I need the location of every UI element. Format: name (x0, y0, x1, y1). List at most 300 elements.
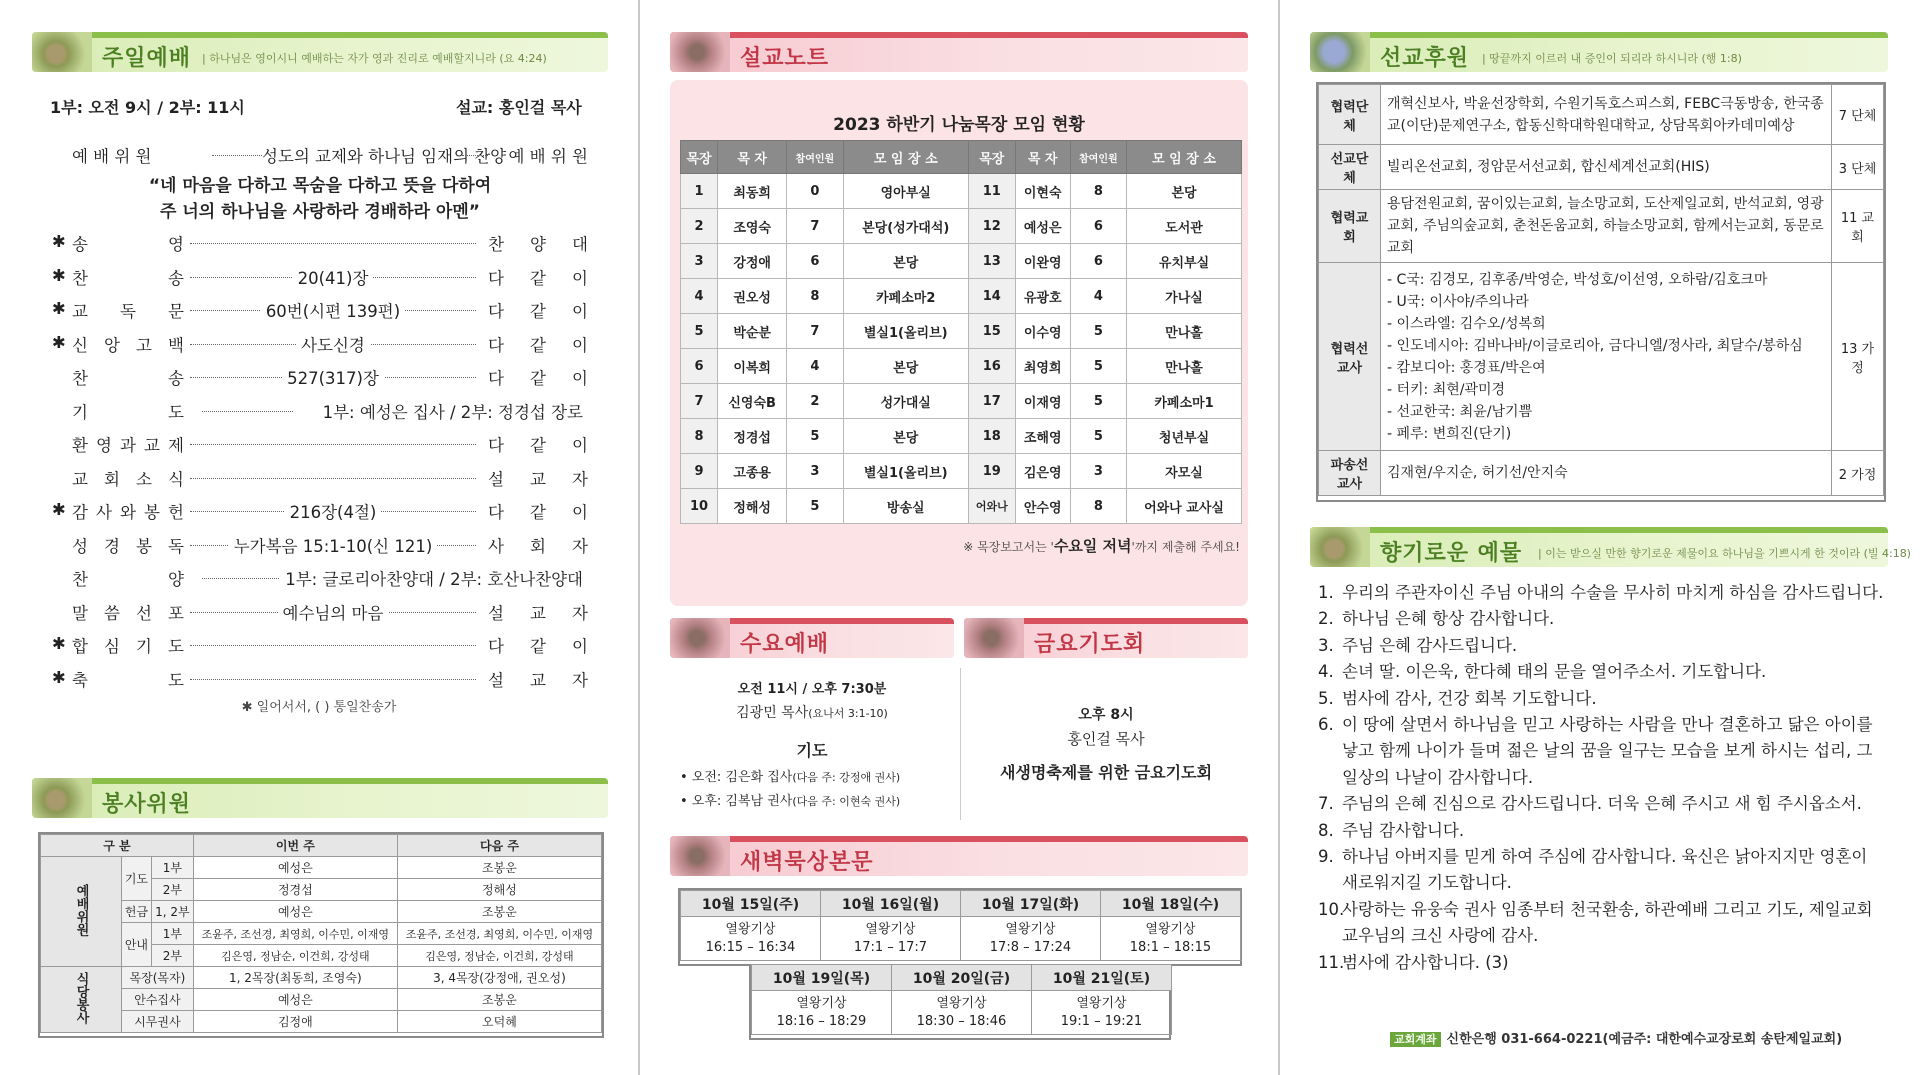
char: 앙 (104, 335, 120, 355)
friday-topic: 새생명축제를 위한 금요기도회 (999, 763, 1213, 782)
prayer-text: 주님의 은혜 진심으로 감사드립니다. 더욱 은혜 주시고 새 힘 주시옵소서. (1342, 794, 1862, 814)
row-label: 목장(목자) (122, 967, 194, 989)
table-cell: 2 (681, 209, 718, 244)
section-title: 선교후원 (1380, 46, 1470, 71)
table-row (681, 384, 1242, 419)
table-cell: 카페소마2 (843, 279, 968, 314)
order-text: 사도신경 (296, 336, 370, 355)
section-title: 금요기도회 (1034, 632, 1146, 657)
char: 영 (168, 235, 184, 254)
dawn-date: 10월 17일(화) (961, 891, 1101, 917)
char: 말 (72, 603, 88, 623)
table-cell: 5 (787, 489, 843, 524)
prayer-text: 범사에 감사, 건강 회복 기도합니다. (1342, 688, 1597, 708)
mission-category: 파송선교사 (1319, 451, 1381, 496)
quote-line: “네 마음을 다하고 목숨을 다하고 뜻을 다하여 (148, 176, 492, 196)
char: 회 (530, 536, 546, 556)
section-title: 봉사위원 (102, 792, 192, 817)
table-cell: 7 (787, 209, 843, 244)
table-cell: 5 (1070, 384, 1126, 419)
char: 같 (530, 302, 546, 321)
offering-header (1310, 527, 1911, 567)
leader-mid: 성도의 교제와 하나님 임재의 찬양 (262, 147, 507, 166)
char: 같 (530, 268, 546, 288)
table-cell: 별실1(올리브) (843, 454, 968, 489)
table-header: 구 분 (41, 835, 194, 857)
char: 같 (530, 503, 546, 522)
prayer-item (1318, 659, 1888, 685)
order-text: 예수님의 마음 (278, 604, 389, 623)
next-week-cell: 조윤주, 조선경, 최영희, 이수민, 이재영 (397, 923, 601, 945)
char: 양 (168, 570, 184, 589)
table-cell: 3 (1070, 454, 1126, 489)
char: 교 (530, 670, 546, 690)
table-cell: 가나실 (1127, 279, 1242, 314)
mission-content: 김재현/우지순, 허기선/안지숙 (1381, 451, 1832, 496)
order-text: 60번(시편 139편) (261, 302, 405, 321)
table-cell: 5 (1070, 349, 1126, 384)
char: 소 (136, 469, 152, 489)
char: 사 (488, 536, 504, 556)
missionary-line: - 페루: 변희진(단기) (1387, 425, 1512, 442)
char: 영 (96, 436, 112, 455)
char: 이 (572, 369, 588, 388)
star-mark: ✱ (52, 500, 66, 519)
table-header: 모 임 장 소 (1127, 141, 1242, 174)
char: 신 (72, 335, 88, 355)
order-label (72, 231, 184, 255)
order-text: 527(317)장 (282, 369, 384, 388)
table-cell: 유광호 (1015, 279, 1070, 314)
section-subtitle: | 하나님은 영이시니 예배하는 자가 영과 진리로 예배할지니라 (요 4:24) (202, 52, 547, 65)
dawn-date: 10월 16일(월) (821, 891, 961, 917)
table-header: 이번 주 (193, 835, 397, 857)
char: 감 (72, 503, 88, 522)
prayer-text: 손녀 딸. 이은욱, 한다혜 태의 문을 열어주소서. 기도합니다. (1342, 662, 1767, 682)
table-cell: 4 (681, 279, 718, 314)
char: 사 (96, 503, 112, 522)
order-leader (488, 499, 588, 523)
table-cell: 안수영 (1015, 489, 1070, 524)
char: 문 (168, 302, 184, 321)
prayer-item (1318, 686, 1888, 712)
char: 심 (104, 637, 120, 656)
order-row (52, 566, 588, 592)
table-cell: 5 (1070, 314, 1126, 349)
char: 찬 (72, 570, 88, 589)
order-leader (488, 332, 588, 356)
order-text: 누가복음 15:1-10(신 121) (229, 537, 438, 556)
table-header: 모 임 장 소 (843, 141, 968, 174)
am-prayer: • 오전: 김은화 집사(다음 주: 강정애 권사) (680, 770, 901, 785)
table-row (681, 174, 1242, 209)
table-cell: 본당 (1127, 174, 1242, 209)
char: 찬 (72, 268, 88, 288)
order-label (72, 265, 184, 289)
dotted-leader (190, 243, 476, 244)
table-cell: 박순분 (718, 314, 787, 349)
prayer-number: 9. (1318, 847, 1334, 867)
section-title: 수요예배 (740, 632, 830, 657)
table-cell: 16 (968, 349, 1015, 384)
char: 같 (530, 637, 546, 656)
char: 송 (168, 369, 184, 388)
prayer-item (1318, 897, 1888, 950)
star-mark: ✱ (52, 299, 66, 318)
dawn-date: 10월 19일(목) (752, 965, 892, 991)
this-week-cell: 김정애 (193, 1011, 397, 1033)
table-cell: 본당 (843, 349, 968, 384)
dawn-date: 10월 21일(토) (1032, 965, 1172, 991)
char: 환 (72, 436, 88, 455)
table-cell: 14 (968, 279, 1015, 314)
table-cell: 이완영 (1015, 244, 1070, 279)
table-cell: 영아부실 (843, 174, 968, 209)
dawn-ref: 17:8 – 17:24 (989, 939, 1072, 955)
table-cell: 6 (1070, 209, 1126, 244)
wednesday-header (670, 618, 954, 658)
section-title: 새벽묵상본문 (740, 850, 874, 875)
prayer-text: 우리의 주관자이신 주님 아내의 수술을 무사히 마치게 하심을 감사드립니다. (1342, 583, 1884, 602)
table-row (681, 419, 1242, 454)
table-cell: 정경섭 (718, 419, 787, 454)
char: 선 (136, 603, 152, 623)
order-label (72, 533, 184, 557)
row-label: 안내 (122, 923, 152, 967)
next-week-cell: 조봉운 (397, 989, 601, 1011)
table-cell: 4 (787, 349, 843, 384)
char: 씀 (104, 603, 120, 623)
table-cell: 본당(성가대석) (843, 209, 968, 244)
table-cell: 18 (968, 419, 1015, 454)
table-cell: 별실1(올리브) (843, 314, 968, 349)
char: 회 (104, 469, 120, 489)
table-cell: 11 (968, 174, 1015, 209)
header-photo (32, 778, 92, 818)
table-header: 목 자 (1015, 141, 1070, 174)
char: 교 (72, 302, 88, 321)
mission-category: 선교단체 (1319, 145, 1381, 190)
char: 송 (72, 235, 88, 254)
dawn-date: 10월 18일(수) (1101, 891, 1241, 917)
section-title: 향기로운 예물 (1380, 541, 1523, 566)
star-mark: ✱ (52, 332, 66, 352)
dawn-book: 열왕기상 (865, 921, 916, 937)
table-row (1319, 451, 1884, 496)
wednesday-time: 오전 11시 / 오후 7:30분 (737, 682, 887, 697)
star-mark: ✱ (52, 265, 66, 285)
dawn-date: 10월 15일(주) (681, 891, 821, 917)
row-sublabel: 1부 (151, 857, 193, 879)
table-cell: 2 (787, 384, 843, 419)
wednesday-preacher: 김광민 목사(요나서 3:1-10) (736, 705, 888, 721)
table-cell: 1 (681, 174, 718, 209)
char: 같 (530, 436, 546, 455)
table-cell: 17 (968, 384, 1015, 419)
table-cell: 5 (681, 314, 718, 349)
this-week-cell: 예성은 (193, 901, 397, 923)
dawn-ref: 18:1 – 18:15 (1129, 939, 1212, 955)
order-content (190, 499, 476, 523)
char: 성 (72, 536, 88, 556)
char: 와 (120, 503, 136, 522)
report-note: ※ 목장보고서는 '수요일 저녁'까지 제출해 주세요! (963, 537, 1240, 555)
table-cell: 정해성 (718, 489, 787, 524)
header-photo (670, 618, 730, 658)
order-label (72, 499, 184, 523)
table-header: 참여인원 (1070, 141, 1126, 174)
char: 합 (72, 637, 88, 656)
table-cell: 어와나 교사실 (1127, 489, 1242, 524)
order-row (52, 365, 588, 391)
order-content (202, 566, 588, 590)
order-label (72, 365, 184, 389)
char: 다 (488, 335, 504, 355)
char: 자 (572, 670, 588, 690)
prayer-item (1318, 712, 1888, 791)
header-photo (670, 836, 730, 876)
char: 같 (530, 369, 546, 388)
table-cell: 8 (787, 279, 843, 314)
char: 송 (168, 268, 184, 288)
order-row (52, 231, 588, 257)
dotted-leader (190, 444, 476, 445)
footnote: ✱ 일어서서, ( ) 통일찬송가 (241, 700, 397, 715)
dawn-table-row1 (680, 890, 1241, 961)
dawn-table-row2 (751, 964, 1172, 1035)
table-cell: 권오성 (718, 279, 787, 314)
table-header: 목 자 (718, 141, 787, 174)
sermon-notes-header (670, 32, 1248, 72)
char: 봉 (144, 503, 160, 522)
order-text: 1부: 글로리아찬양대 / 2부: 호산나찬양대 (280, 570, 588, 589)
order-content (190, 600, 476, 624)
order-row (52, 432, 588, 458)
preacher: 설교: 홍인걸 목사 (456, 98, 582, 117)
char: 축 (72, 670, 88, 690)
char: 고 (136, 335, 152, 355)
char: 경 (104, 536, 120, 556)
order-label (72, 332, 184, 356)
char: 다 (488, 369, 504, 388)
table-cell: 방송실 (843, 489, 968, 524)
table-cell: 청년부실 (1127, 419, 1242, 454)
pm-prayer: • 오후: 김복남 권사(다음 주: 이현숙 권사) (680, 794, 901, 809)
char: 독 (168, 536, 184, 556)
order-leader (488, 231, 588, 255)
header-photo (670, 32, 730, 72)
column-divider (638, 0, 640, 1075)
prayer-text: 주님 은혜 감사드립니다. (1342, 635, 1518, 655)
char: 설 (488, 603, 504, 623)
table-row (1319, 190, 1884, 263)
section-subtitle: | 땅끝까지 이르러 내 증인이 되리라 하시니라 (행 1:8) (1482, 52, 1742, 65)
order-leader (488, 265, 588, 289)
prayer-number: 3. (1318, 635, 1334, 655)
table-row (1319, 145, 1884, 190)
table-cell: 카페소마1 (1127, 384, 1242, 419)
prayer-number: 10. (1318, 899, 1345, 919)
service-table (40, 834, 602, 1033)
table-cell: 자모실 (1127, 454, 1242, 489)
row-label: 시무권사 (122, 1011, 194, 1033)
prayer-text: 하나님 아버지를 믿게 하여 주심에 감사합니다. 육신은 낡아지지만 영혼이 새로워지길 기도합니다. (1342, 847, 1868, 893)
mission-content (1381, 263, 1832, 451)
prayer-text: 사랑하는 유웅숙 권사 임종부터 천국환송, 하관예배 그리고 기도, 제일교회 교우님의 크신 사랑에 감사. (1342, 899, 1873, 946)
table-cell: 10 (681, 489, 718, 524)
table-cell: 최동희 (718, 174, 787, 209)
table-cell: 이복희 (718, 349, 787, 384)
row-label: 기도 (122, 857, 152, 901)
next-week-cell: 정해성 (397, 879, 601, 901)
friday-header (964, 618, 1248, 658)
table-row (681, 244, 1242, 279)
order-label (72, 432, 184, 456)
next-week-cell: 조봉운 (397, 857, 601, 879)
table-cell: 만나홀 (1127, 349, 1242, 384)
table-row (681, 454, 1242, 489)
char: 설 (488, 670, 504, 690)
prayer-item (1318, 580, 1888, 606)
table-cell: 이재영 (1015, 384, 1070, 419)
order-label (72, 399, 184, 423)
row-sublabel: 2부 (151, 945, 193, 967)
row-label: 안수집사 (122, 989, 194, 1011)
order-row (52, 265, 588, 291)
char: 찬 (488, 235, 504, 254)
order-content (190, 265, 476, 289)
table-cell: 신영숙B (718, 384, 787, 419)
table-cell: 7 (681, 384, 718, 419)
table-cell: 본당 (843, 419, 968, 454)
char: 백 (168, 335, 184, 355)
dawn-book: 열왕기상 (725, 921, 776, 937)
char: 자 (572, 536, 588, 556)
prayer-number: 7. (1318, 794, 1334, 814)
order-leader (488, 633, 588, 657)
table-cell: 강정애 (718, 244, 787, 279)
dawn-ref: 16:15 – 16:34 (705, 939, 796, 955)
char: 이 (572, 335, 588, 355)
groups-table (680, 140, 1242, 524)
section-subtitle: | 이는 받으실 만한 향기로운 제물이요 하나님을 기쁘시게 한 것이라 (빌 4:18) (1538, 547, 1911, 560)
dawn-date: 10월 20일(금) (892, 965, 1032, 991)
char: 이 (572, 302, 588, 321)
order-row (52, 533, 588, 559)
table-cell: 3 (787, 454, 843, 489)
prayer-item (1318, 950, 1888, 976)
this-week-cell: 1, 2목장(최동희, 조영숙) (193, 967, 397, 989)
order-label (72, 633, 184, 657)
char: 교 (72, 469, 88, 489)
table-cell: 만나홀 (1127, 314, 1242, 349)
char: 교 (530, 469, 546, 489)
next-week-cell: 오덕혜 (397, 1011, 601, 1033)
char: 이 (572, 637, 588, 656)
missionary-line: - 이스라엘: 김수오/성복희 (1387, 315, 1546, 332)
order-label (72, 566, 184, 590)
friday-time: 오후 8시 (1078, 707, 1134, 723)
table-cell: 어와나 (968, 489, 1015, 524)
char: 다 (488, 503, 504, 522)
mission-count: 2 가정 (1832, 451, 1884, 496)
prayer-item (1318, 791, 1888, 817)
char: 봉 (136, 536, 152, 556)
dawn-ref: 19:1 – 19:21 (1060, 1013, 1143, 1029)
prayer-number: 4. (1318, 662, 1334, 682)
char: 식 (168, 469, 184, 489)
mission-content: 빌리온선교회, 정암문서선교회, 합신세계선교회(HIS) (1381, 145, 1832, 190)
header-photo (964, 618, 1024, 658)
order-label (72, 466, 184, 490)
char: 다 (488, 436, 504, 455)
mission-category: 협력선교사 (1319, 263, 1381, 451)
char: 다 (488, 302, 504, 321)
leader-left: 예 배 위 원 (72, 147, 152, 166)
char: 기 (136, 637, 152, 656)
table-row (1319, 85, 1884, 145)
char: 설 (488, 469, 504, 489)
missionary-line: - 캄보디아: 홍경표/박은여 (1387, 359, 1546, 376)
next-week-cell: 조봉운 (397, 901, 601, 923)
prayer-text: 범사에 감사합니다. (3) (1342, 952, 1509, 972)
prayer-number: 1. (1318, 583, 1334, 602)
order-label (72, 600, 184, 624)
mission-count: 3 단체 (1832, 145, 1884, 190)
dawn-passage (821, 917, 961, 961)
this-week-cell: 김은영, 정남순, 이건희, 강성태 (193, 945, 397, 967)
row-sublabel: 1, 2부 (151, 901, 193, 923)
dawn-passage (892, 991, 1032, 1035)
order-content (190, 332, 476, 356)
prayer-number: 6. (1318, 715, 1334, 735)
group-label: 예배위원 (41, 857, 122, 967)
mission-count: 13 가정 (1832, 263, 1884, 451)
table-cell: 4 (1070, 279, 1126, 314)
table-cell: 조영숙 (718, 209, 787, 244)
order-row (52, 399, 588, 425)
order-row (52, 600, 588, 626)
order-text: 1부: 예성은 집사 / 2부: 정경섭 장로 (318, 403, 588, 422)
table-header: 참여인원 (787, 141, 843, 174)
table-cell: 본당 (843, 244, 968, 279)
mission-header (1310, 32, 1888, 72)
mission-content: 개혁신보사, 박윤선장학회, 수원기독호스피스회, FEBC극동방송, 한국종교(이단)문제연구소, 합동신학대학원대학교, 상담목회아카데미예상 (1381, 85, 1832, 145)
header-photo (1310, 32, 1370, 72)
section-title: 설교노트 (740, 46, 830, 71)
char: 교 (144, 436, 160, 455)
order-row (52, 499, 588, 525)
column-divider (1278, 0, 1280, 1075)
char: 자 (572, 469, 588, 489)
prayer-number: 8. (1318, 820, 1334, 840)
bank-account: 교회계좌 신한은행 031-664-0221(예금주: 대한예수교장로회 송탄제일교회) (1390, 1028, 1842, 1047)
char: 다 (488, 268, 504, 288)
dawn-passage (961, 917, 1101, 961)
quote-line: 주 너의 하나님을 사랑하라 경배하라 아멘” (160, 202, 480, 222)
this-week-cell: 조윤주, 조선경, 최영희, 이수민, 이재영 (193, 923, 397, 945)
this-week-cell: 정경섭 (193, 879, 397, 901)
service-members-header (32, 778, 608, 818)
table-cell: 8 (1070, 489, 1126, 524)
mission-category: 협력단체 (1319, 85, 1381, 145)
char: 도 (168, 670, 184, 690)
table-header: 다음 주 (397, 835, 601, 857)
dawn-book: 열왕기상 (936, 995, 987, 1011)
order-content (202, 399, 588, 423)
table-cell: 고종용 (718, 454, 787, 489)
dawn-book: 열왕기상 (1005, 921, 1056, 937)
